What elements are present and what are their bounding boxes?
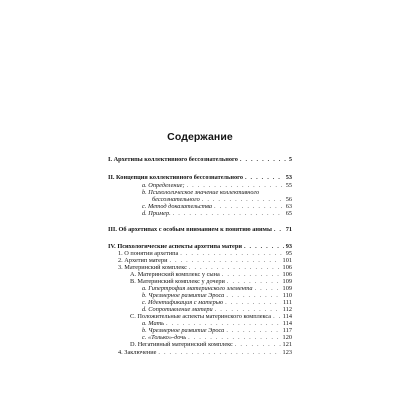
toc-entry-label: c. Идентификация с матерью xyxy=(142,299,224,306)
toc-entry-page: 101 xyxy=(282,257,292,264)
toc-entry-page: 5 xyxy=(288,156,292,163)
toc-subentry-4-3-b[interactable] xyxy=(108,278,292,285)
toc-entry-2[interactable] xyxy=(108,174,292,181)
toc-entry-label: d. Сопротивление матери xyxy=(142,306,213,313)
toc-entry-label: c. Метод доказательства xyxy=(142,203,213,210)
toc-entry-label: IV. Психологические аспекты архетипа матери xyxy=(108,243,242,250)
toc-subentry-2b-cont[interactable] xyxy=(108,196,292,203)
toc-entry-page: 106 xyxy=(282,264,292,271)
toc-entry-page: 93 xyxy=(285,243,292,250)
dot-leader xyxy=(187,182,284,189)
toc-subentry-4-2[interactable] xyxy=(108,257,292,264)
toc-subentry-2d[interactable] xyxy=(108,210,292,217)
toc-subentry-4-4[interactable] xyxy=(108,349,292,356)
dot-leader xyxy=(180,250,283,257)
toc-entry-page: 106 xyxy=(282,271,292,278)
toc-entry-label: C. Положительные аспекты материнского комплекса xyxy=(130,313,272,320)
toc-entry-label: 3. Материнский комплекс xyxy=(118,264,187,271)
toc-entry-label: 4. Заключение xyxy=(118,349,157,356)
toc-entry-label: D. Негативный материнский комплекс xyxy=(130,341,233,348)
dot-leader xyxy=(166,320,281,327)
toc-entry-page: 110 xyxy=(282,292,292,299)
dot-leader xyxy=(173,210,284,217)
toc-subentry-4-3-b-d[interactable] xyxy=(108,306,292,313)
dot-leader xyxy=(226,327,280,334)
toc-subentry-2c[interactable] xyxy=(108,203,292,210)
toc-entry-label: II. Концепция коллективного бессознательного xyxy=(108,174,243,181)
toc-entry-page: 117 xyxy=(282,327,292,334)
toc-entry-page: 112 xyxy=(282,306,292,313)
dot-leader xyxy=(226,292,280,299)
toc-entry-page: 53 xyxy=(285,174,292,181)
dot-leader xyxy=(214,203,284,210)
dot-leader xyxy=(245,174,284,181)
toc-entry-page: 56 xyxy=(285,196,292,203)
toc-entry-label: A. Материнский комплекс у сына xyxy=(130,271,220,278)
toc-subentry-4-3-c-b[interactable] xyxy=(108,327,292,334)
toc-entry-label: d. Пример. xyxy=(142,210,171,217)
toc-entry-page: 114 xyxy=(282,313,292,320)
dot-leader xyxy=(274,226,284,233)
toc-subentry-4-3-b-c[interactable] xyxy=(108,299,292,306)
dot-leader xyxy=(222,271,281,278)
toc-entry-4[interactable] xyxy=(108,243,292,250)
toc-entry-page: 63 xyxy=(285,203,292,210)
dot-leader xyxy=(227,278,281,285)
dot-leader xyxy=(215,306,281,313)
dot-leader xyxy=(225,299,281,306)
toc-subentry-4-1[interactable] xyxy=(108,250,292,257)
toc-entry-label: a. Определение; xyxy=(142,182,185,189)
dot-leader xyxy=(158,349,280,356)
dot-leader xyxy=(240,156,287,163)
toc-entry-page: 55 xyxy=(285,182,292,189)
toc-subentry-4-3-c-c[interactable] xyxy=(108,334,292,341)
dot-leader xyxy=(255,285,281,292)
dot-leader xyxy=(273,313,281,320)
toc-entry-3[interactable] xyxy=(108,226,292,233)
toc-subentry-2b[interactable]: b. Психологическое значение коллективного xyxy=(142,189,260,196)
toc-entry-page: 123 xyxy=(282,349,292,356)
toc-entry-label: a. Гипертрофия материнского элемента xyxy=(142,285,253,292)
toc-entry-page: 120 xyxy=(282,334,292,341)
toc-entry-label: III. Об архетипах с особым вниманием к понятию анимы xyxy=(108,226,272,233)
toc-entry-label: 1. О понятии архетипа xyxy=(118,250,179,257)
toc-subentry-4-3-b-a[interactable] xyxy=(108,285,292,292)
toc-entry-page: 95 xyxy=(285,250,292,257)
toc-entry-page: 111 xyxy=(283,299,292,306)
toc-entry-label: 2. Архетип матери xyxy=(118,257,168,264)
toc-subentry-4-3[interactable] xyxy=(108,264,292,271)
toc-entry-label: a. Мать xyxy=(142,320,165,327)
toc-entry-label: B. Материнский комплекс у дочери xyxy=(130,278,225,285)
toc-subentry-4-3-a[interactable] xyxy=(108,271,292,278)
toc-entry-label: c. «Только»-дочь xyxy=(142,334,187,341)
toc-entry-label: бессознательного xyxy=(152,196,200,203)
dot-leader xyxy=(235,341,281,348)
page-title: Содержание xyxy=(167,131,233,143)
toc-subentry-4-3-c-a[interactable] xyxy=(108,320,292,327)
toc-entry-label: b. Чрезмерное развитие Эроса xyxy=(142,327,225,334)
toc-entry-page: 71 xyxy=(285,226,292,233)
dot-leader xyxy=(244,243,284,250)
toc-subentry-4-3-c[interactable] xyxy=(108,313,292,320)
toc-entry-page: 114 xyxy=(282,320,292,327)
toc-entry-page: 109 xyxy=(282,285,292,292)
dot-leader xyxy=(189,264,281,271)
dot-leader xyxy=(188,334,280,341)
toc-subentry-4-3-b-b[interactable] xyxy=(108,292,292,299)
toc-subentry-4-3-d[interactable] xyxy=(108,341,292,348)
dot-leader xyxy=(169,257,280,264)
toc-entry-page: 121 xyxy=(282,341,292,348)
toc-entry-1[interactable] xyxy=(108,156,292,163)
dot-leader xyxy=(202,196,284,203)
toc-subentry-2a[interactable] xyxy=(108,182,292,189)
toc-entry-label: I. Архетипы коллективного бессознательного xyxy=(108,156,238,163)
toc-entry-page: 65 xyxy=(285,210,292,217)
toc-entry-page: 109 xyxy=(282,278,292,285)
toc-entry-label: b. Чрезмерное развитие Эроса xyxy=(142,292,225,299)
